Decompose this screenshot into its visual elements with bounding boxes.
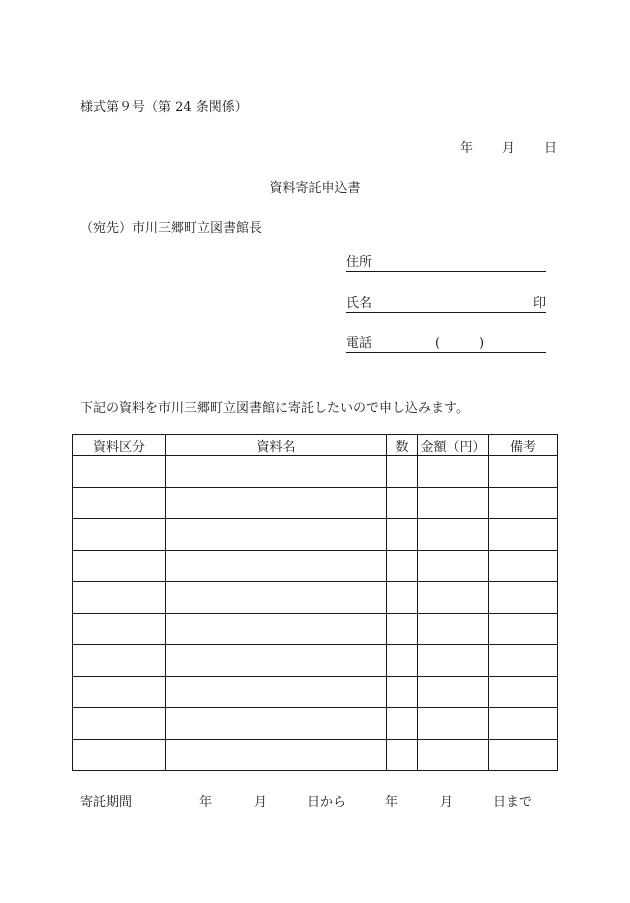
remarks-cell[interactable] xyxy=(489,645,558,677)
category-cell[interactable] xyxy=(73,487,166,519)
quantity-cell[interactable] xyxy=(387,676,418,708)
remarks-cell[interactable] xyxy=(489,676,558,708)
recipient: （宛先）市川三郷町立図書館長 xyxy=(80,221,263,236)
item-name-cell[interactable] xyxy=(166,739,387,771)
end-month-label: 月 xyxy=(440,795,454,810)
amount-cell[interactable] xyxy=(418,582,489,614)
quantity-cell[interactable] xyxy=(387,739,418,771)
seal-mark: 印 xyxy=(532,296,546,311)
deposit-period-label: 寄託期間 xyxy=(80,795,133,810)
remarks-cell[interactable] xyxy=(489,739,558,771)
header-category: 資料区分 xyxy=(73,435,166,456)
name-field[interactable] xyxy=(346,296,546,313)
phone-close-paren: ) xyxy=(479,336,485,351)
name-label: 氏名 xyxy=(346,296,373,311)
table-row xyxy=(73,645,558,677)
item-name-cell[interactable] xyxy=(166,456,387,488)
header-remarks: 備考 xyxy=(489,435,558,456)
amount-cell[interactable] xyxy=(418,487,489,519)
items-table xyxy=(72,434,558,771)
statement: 下記の資料を市川三郷町立図書館に寄託したいので申し込みます。 xyxy=(80,401,469,416)
date-day-label: 日 xyxy=(544,141,558,156)
category-cell[interactable] xyxy=(73,582,166,614)
header-quantity: 数 xyxy=(387,435,418,456)
item-name-cell[interactable] xyxy=(166,645,387,677)
amount-cell[interactable] xyxy=(418,739,489,771)
amount-cell[interactable] xyxy=(418,550,489,582)
phone-open-paren: ( xyxy=(435,336,441,351)
table-row xyxy=(73,613,558,645)
item-name-cell[interactable] xyxy=(166,676,387,708)
category-cell[interactable] xyxy=(73,550,166,582)
quantity-cell[interactable] xyxy=(387,613,418,645)
item-name-cell[interactable] xyxy=(166,613,387,645)
table-row xyxy=(73,739,558,771)
quantity-cell[interactable] xyxy=(387,645,418,677)
category-cell[interactable] xyxy=(73,645,166,677)
amount-cell[interactable] xyxy=(418,519,489,551)
category-cell[interactable] xyxy=(73,739,166,771)
table-row xyxy=(73,456,558,488)
document-title: 資料寄託申込書 xyxy=(269,181,361,196)
remarks-cell[interactable] xyxy=(489,582,558,614)
address-label: 住所 xyxy=(346,255,373,270)
item-name-cell[interactable] xyxy=(166,550,387,582)
item-name-cell[interactable] xyxy=(166,487,387,519)
date-year-label: 年 xyxy=(460,141,474,156)
quantity-cell[interactable] xyxy=(387,582,418,614)
amount-cell[interactable] xyxy=(418,676,489,708)
table-header-row xyxy=(73,435,558,456)
quantity-cell[interactable] xyxy=(387,519,418,551)
form-number: 様式第９号（第 24 条関係） xyxy=(80,100,248,115)
remarks-cell[interactable] xyxy=(489,708,558,740)
table-row xyxy=(73,550,558,582)
table-row xyxy=(73,487,558,519)
amount-cell[interactable] xyxy=(418,645,489,677)
quantity-cell[interactable] xyxy=(387,708,418,740)
phone-label: 電話 xyxy=(346,336,373,351)
date-month-label: 月 xyxy=(502,141,516,156)
end-year-label: 年 xyxy=(385,795,399,810)
item-name-cell[interactable] xyxy=(166,519,387,551)
date-line xyxy=(460,137,557,156)
start-day-label: 日から xyxy=(307,795,347,810)
phone-field[interactable] xyxy=(346,336,546,353)
category-cell[interactable] xyxy=(73,708,166,740)
category-cell[interactable] xyxy=(73,676,166,708)
amount-cell[interactable] xyxy=(418,456,489,488)
quantity-cell[interactable] xyxy=(387,550,418,582)
start-month-label: 月 xyxy=(254,795,268,810)
remarks-cell[interactable] xyxy=(489,456,558,488)
category-cell[interactable] xyxy=(73,613,166,645)
start-year-label: 年 xyxy=(199,795,213,810)
end-day-label: 日まで xyxy=(493,795,533,810)
table-row xyxy=(73,708,558,740)
quantity-cell[interactable] xyxy=(387,487,418,519)
remarks-cell[interactable] xyxy=(489,487,558,519)
amount-cell[interactable] xyxy=(418,708,489,740)
category-cell[interactable] xyxy=(73,519,166,551)
remarks-cell[interactable] xyxy=(489,550,558,582)
item-name-cell[interactable] xyxy=(166,582,387,614)
category-cell[interactable] xyxy=(73,456,166,488)
header-amount: 金額（円） xyxy=(418,435,489,456)
header-item-name: 資料名 xyxy=(166,435,387,456)
item-name-cell[interactable] xyxy=(166,708,387,740)
address-field[interactable] xyxy=(346,255,546,272)
table-row xyxy=(73,582,558,614)
amount-cell[interactable] xyxy=(418,613,489,645)
table-row xyxy=(73,676,558,708)
remarks-cell[interactable] xyxy=(489,519,558,551)
table-row xyxy=(73,519,558,551)
remarks-cell[interactable] xyxy=(489,613,558,645)
quantity-cell[interactable] xyxy=(387,456,418,488)
